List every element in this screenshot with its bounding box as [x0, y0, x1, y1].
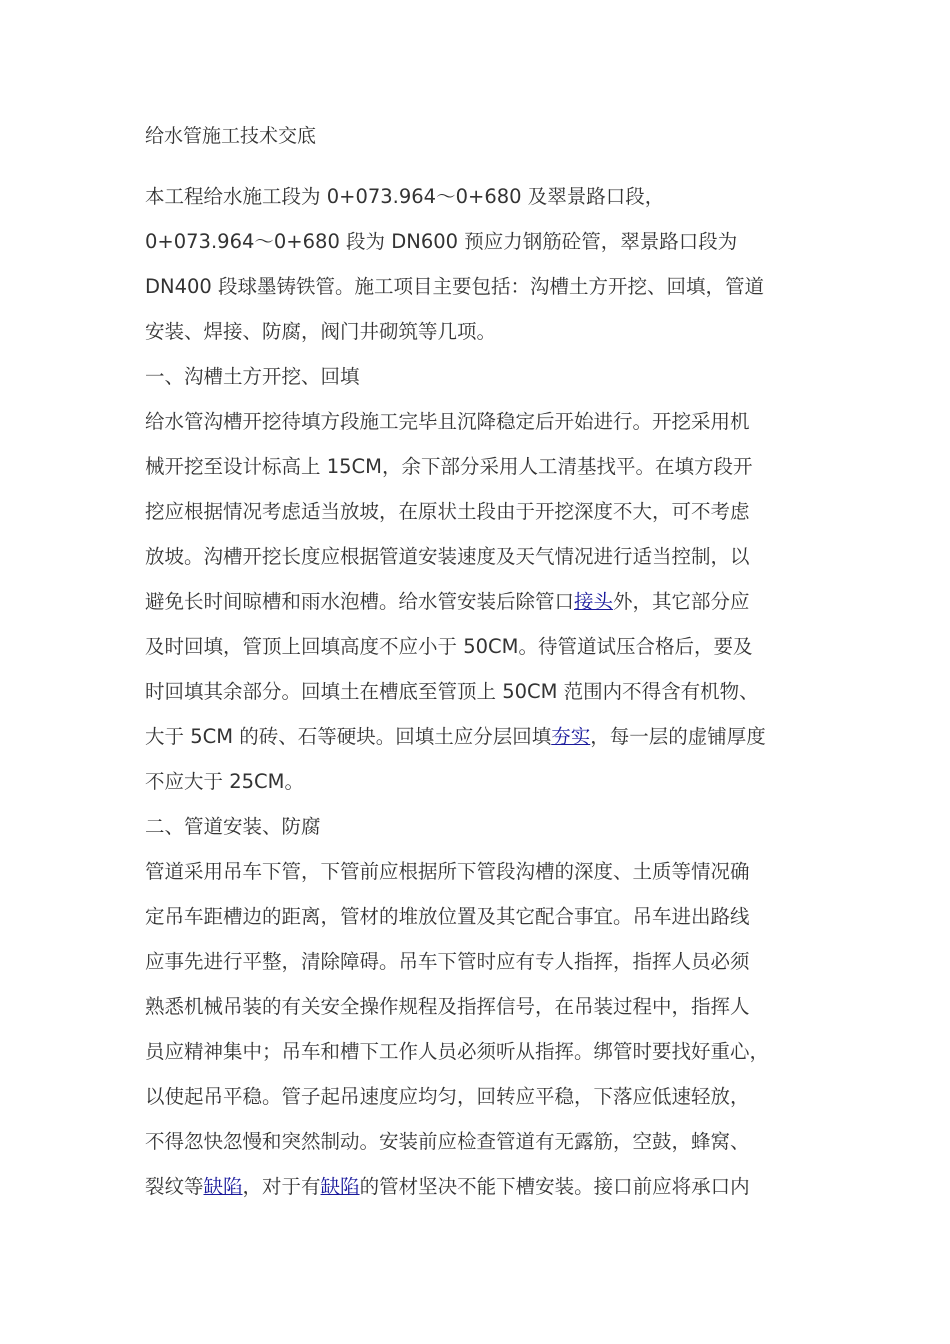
joint-link[interactable]: 接头	[574, 590, 614, 613]
paragraph-line: 械开挖至设计标高上 15CM，余下部分采用人工清基找平。在填方段开	[145, 455, 753, 478]
paragraph-line	[145, 714, 810, 759]
paragraph-line: 安装、焊接、防腐，阀门井砌筑等几项。	[145, 320, 497, 343]
text-segment: 的管材坚决不能下槽安装。接口前应将承口内	[359, 1175, 750, 1198]
paragraph-line: 及时回填，管顶上回填高度不应小于 50CM。待管道试压合格后，要及	[145, 635, 753, 658]
defect-link[interactable]: 缺陷	[203, 1175, 243, 1198]
paragraph-line: 时回填其余部分。回填土在槽底至管顶上 50CM 范围内不得含有机物、	[145, 680, 759, 703]
paragraph-line: 0+073.964～0+680 段为 DN600 预应力钢筋砼管，翠景路口段为	[145, 230, 738, 253]
paragraph-line: 以使起吊平稳。管子起吊速度应均匀，回转应平稳，下落应低速轻放，	[145, 1085, 750, 1108]
excavation-paragraph	[145, 399, 810, 804]
text-segment: 裂纹等	[145, 1175, 204, 1198]
compaction-link[interactable]: 夯实	[551, 725, 591, 748]
paragraph-line: 管道采用吊车下管，下管前应根据所下管段沟槽的深度、土质等情况确	[145, 860, 750, 883]
installation-paragraph	[145, 849, 810, 1209]
paragraph-line	[145, 579, 810, 624]
intro-paragraph	[145, 174, 810, 354]
text-segment: ，对于有	[242, 1175, 321, 1198]
defect-link[interactable]: 缺陷	[320, 1175, 360, 1198]
paragraph-line: 不得忽快忽慢和突然制动。安装前应检查管道有无露筋，空鼓，蜂窝、	[145, 1130, 750, 1153]
paragraph-line: 本工程给水施工段为 0+073.964～0+680 及翠景路口段，	[145, 185, 665, 208]
paragraph-line: 员应精神集中；吊车和槽下工作人员必须听从指挥。绑管时要找好重心，	[145, 1040, 770, 1063]
paragraph-line	[145, 1164, 810, 1209]
document-page	[145, 118, 810, 1209]
text-segment: 避免长时间晾槽和雨水泡槽。给水管安装后除管口	[145, 590, 575, 613]
document-title: 给水管施工技术交底	[145, 125, 317, 147]
paragraph-line: DN400 段球墨铸铁管。施工项目主要包括：沟槽土方开挖、回填，管道	[145, 275, 765, 298]
paragraph-line: 挖应根据情况考虑适当放坡，在原状土段由于开挖深度不大，可不考虑	[145, 500, 750, 523]
paragraph-line: 应事先进行平整，清除障碍。吊车下管时应有专人指挥，指挥人员必须	[145, 950, 750, 973]
text-segment: ，每一层的虚铺厚度	[590, 725, 766, 748]
paragraph-line: 定吊车距槽边的距离，管材的堆放位置及其它配合事宜。吊车进出路线	[145, 905, 750, 928]
section-heading-installation: 二、管道安装、防腐	[145, 815, 321, 838]
paragraph-line: 放坡。沟槽开挖长度应根据管道安装速度及天气情况进行适当控制，以	[145, 545, 750, 568]
paragraph-line: 给水管沟槽开挖待填方段施工完毕且沉降稳定后开始进行。开挖采用机	[145, 410, 750, 433]
paragraph-line: 熟悉机械吊装的有关安全操作规程及指挥信号，在吊装过程中，指挥人	[145, 995, 750, 1018]
text-segment: 外，其它部分应	[613, 590, 750, 613]
text-segment: 大于 5CM 的砖、石等硬块。回填土应分层回填	[145, 725, 552, 748]
section-heading-excavation: 一、沟槽土方开挖、回填	[145, 365, 360, 388]
paragraph-line: 不应大于 25CM。	[145, 770, 304, 793]
